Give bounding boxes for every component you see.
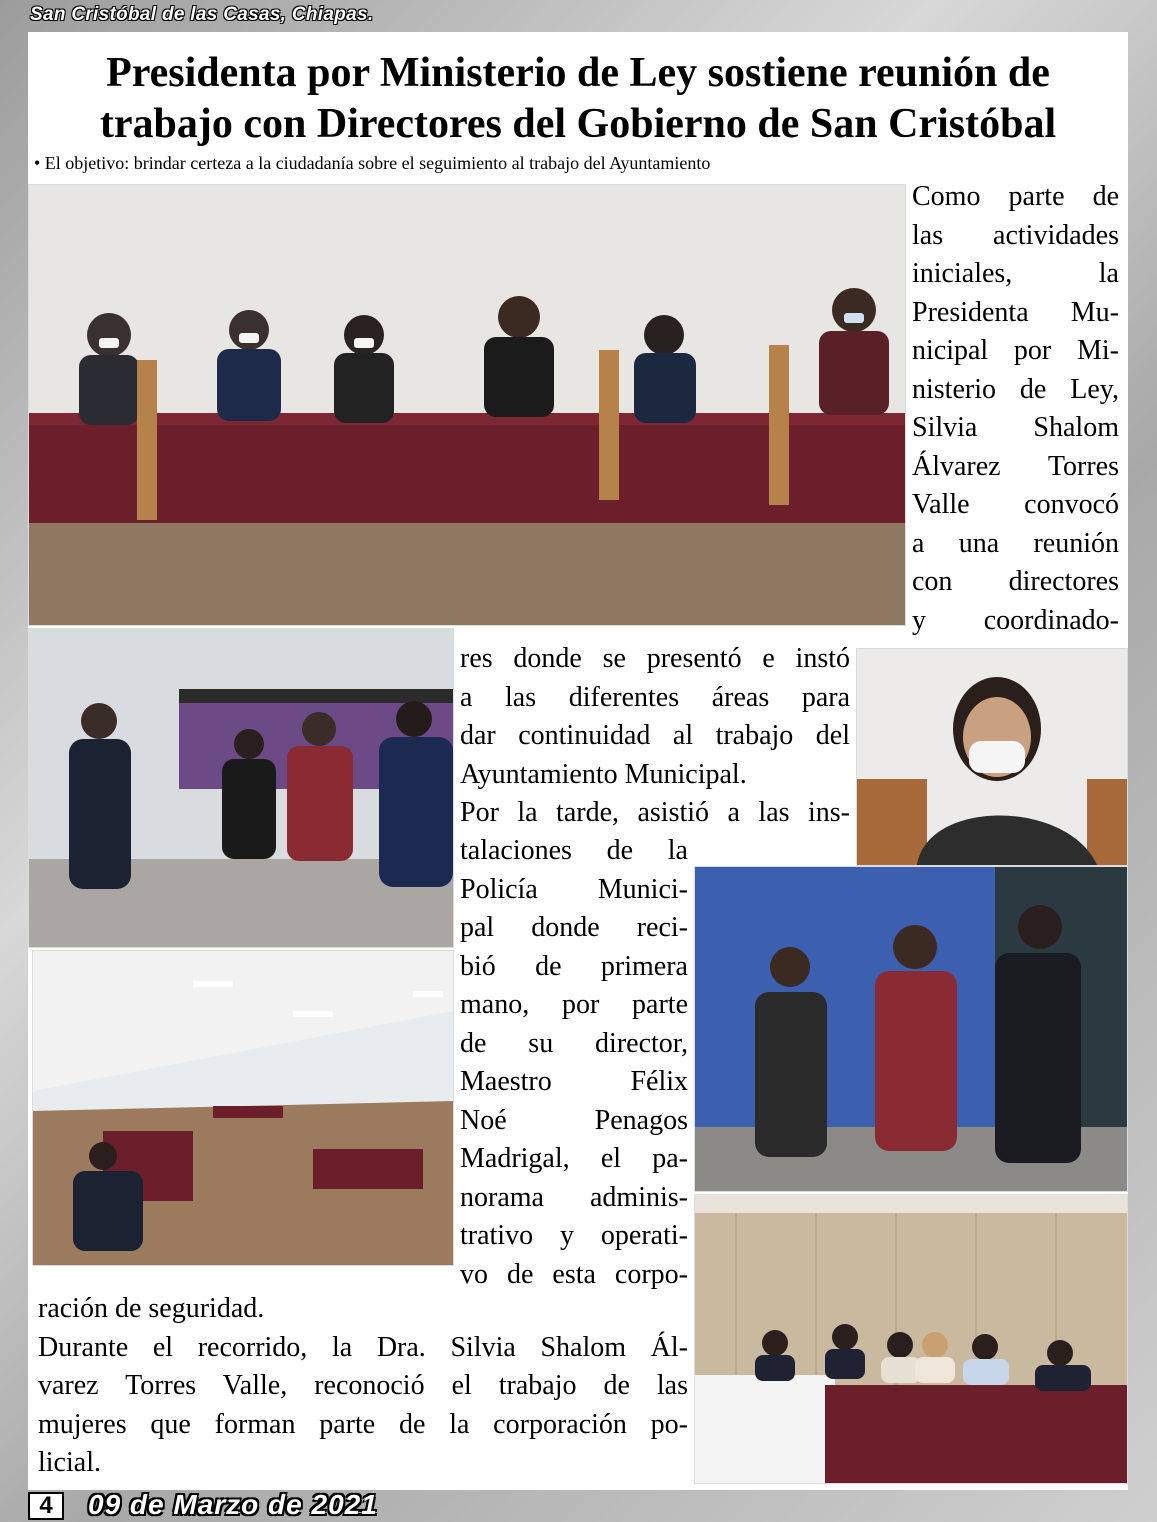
text-line: Álvarez Torres [912, 450, 1119, 482]
text-line: ración de seguridad. [38, 1293, 265, 1324]
text-line: Maestro Félix [460, 1066, 688, 1097]
text-line: trativo y operati- [460, 1220, 688, 1251]
headline-line-2: trabajo con Directores del Gobierno de San Cristóbal [99, 101, 1057, 147]
headline-line-1: Presidenta por Ministerio de Ley sostiene reunión de [106, 50, 1050, 96]
text-line: a una reunión [912, 527, 1119, 559]
text-line: varez Torres Valle, reconoció el trabajo de las [38, 1370, 688, 1401]
text-line: Ayuntamiento Municipal. [460, 758, 747, 790]
photo-conference-hall [32, 950, 454, 1266]
text-line: vo de esta corpo- [460, 1258, 688, 1290]
text-line: Silvia Shalom [912, 412, 1119, 443]
text-line: Durante el recorrido, la Dra. Silvia Shalom Ál- [38, 1331, 688, 1363]
text-line: licial. [38, 1447, 101, 1478]
text-line: res donde se presentó e instó [460, 643, 850, 674]
text-line: las actividades [912, 219, 1119, 251]
text-line: talaciones de la [460, 835, 688, 866]
photo-outdoor-group [694, 866, 1128, 1192]
text-line: nisterio de Ley, [912, 373, 1119, 405]
text-line: Por la tarde, asistió a las ins- [460, 797, 850, 828]
text-line: bió de primera [460, 950, 688, 982]
headline [30, 48, 1126, 150]
text-line: mano, por parte [460, 989, 688, 1020]
text-line: y coordinado- [912, 604, 1119, 636]
text-line: Valle convocó [912, 489, 1119, 520]
text-line: mujeres que forman parte de la corporación po- [38, 1408, 688, 1440]
photo-official-portrait [856, 648, 1128, 866]
text-line: norama adminis- [460, 1181, 688, 1213]
location-label: San Cristóbal de las Casas, Chiapas. [30, 4, 374, 25]
text-line: pal donde reci- [460, 912, 688, 943]
text-line: Noé Penagos [460, 1104, 688, 1136]
text-line: nicipal por Mi- [912, 335, 1119, 366]
text-line: Como parte de [912, 181, 1119, 212]
page-number: 4 [28, 1492, 64, 1520]
text-line: de su director, [460, 1027, 688, 1059]
subtitle: • El objetivo: brindar certeza a la ciudadanía sobre el seguimiento al trabajo del Ayuntamiento [34, 153, 711, 173]
text-line: con directores [912, 566, 1119, 597]
issue-date: 09 de Marzo de 2021 [88, 1489, 378, 1520]
text-line: Presidenta Mu- [912, 296, 1119, 328]
photo-second-meeting [694, 1194, 1128, 1484]
text-line: iniciales, la [912, 258, 1119, 289]
article-column-2 [460, 640, 850, 833]
text-line: Madrigal, el pa- [460, 1143, 688, 1174]
text-line: a las diferentes áreas para [460, 681, 850, 713]
article-column-4 [38, 1290, 688, 1483]
text-line: Policía Munici- [460, 873, 688, 905]
text-line: dar continuidad al trabajo del [460, 720, 850, 751]
article-column-3 [460, 832, 688, 1294]
photo-meeting-panel [28, 184, 906, 626]
header-bar [0, 0, 1157, 32]
photo-police-visit [28, 628, 454, 948]
article-column-1 [912, 178, 1119, 640]
